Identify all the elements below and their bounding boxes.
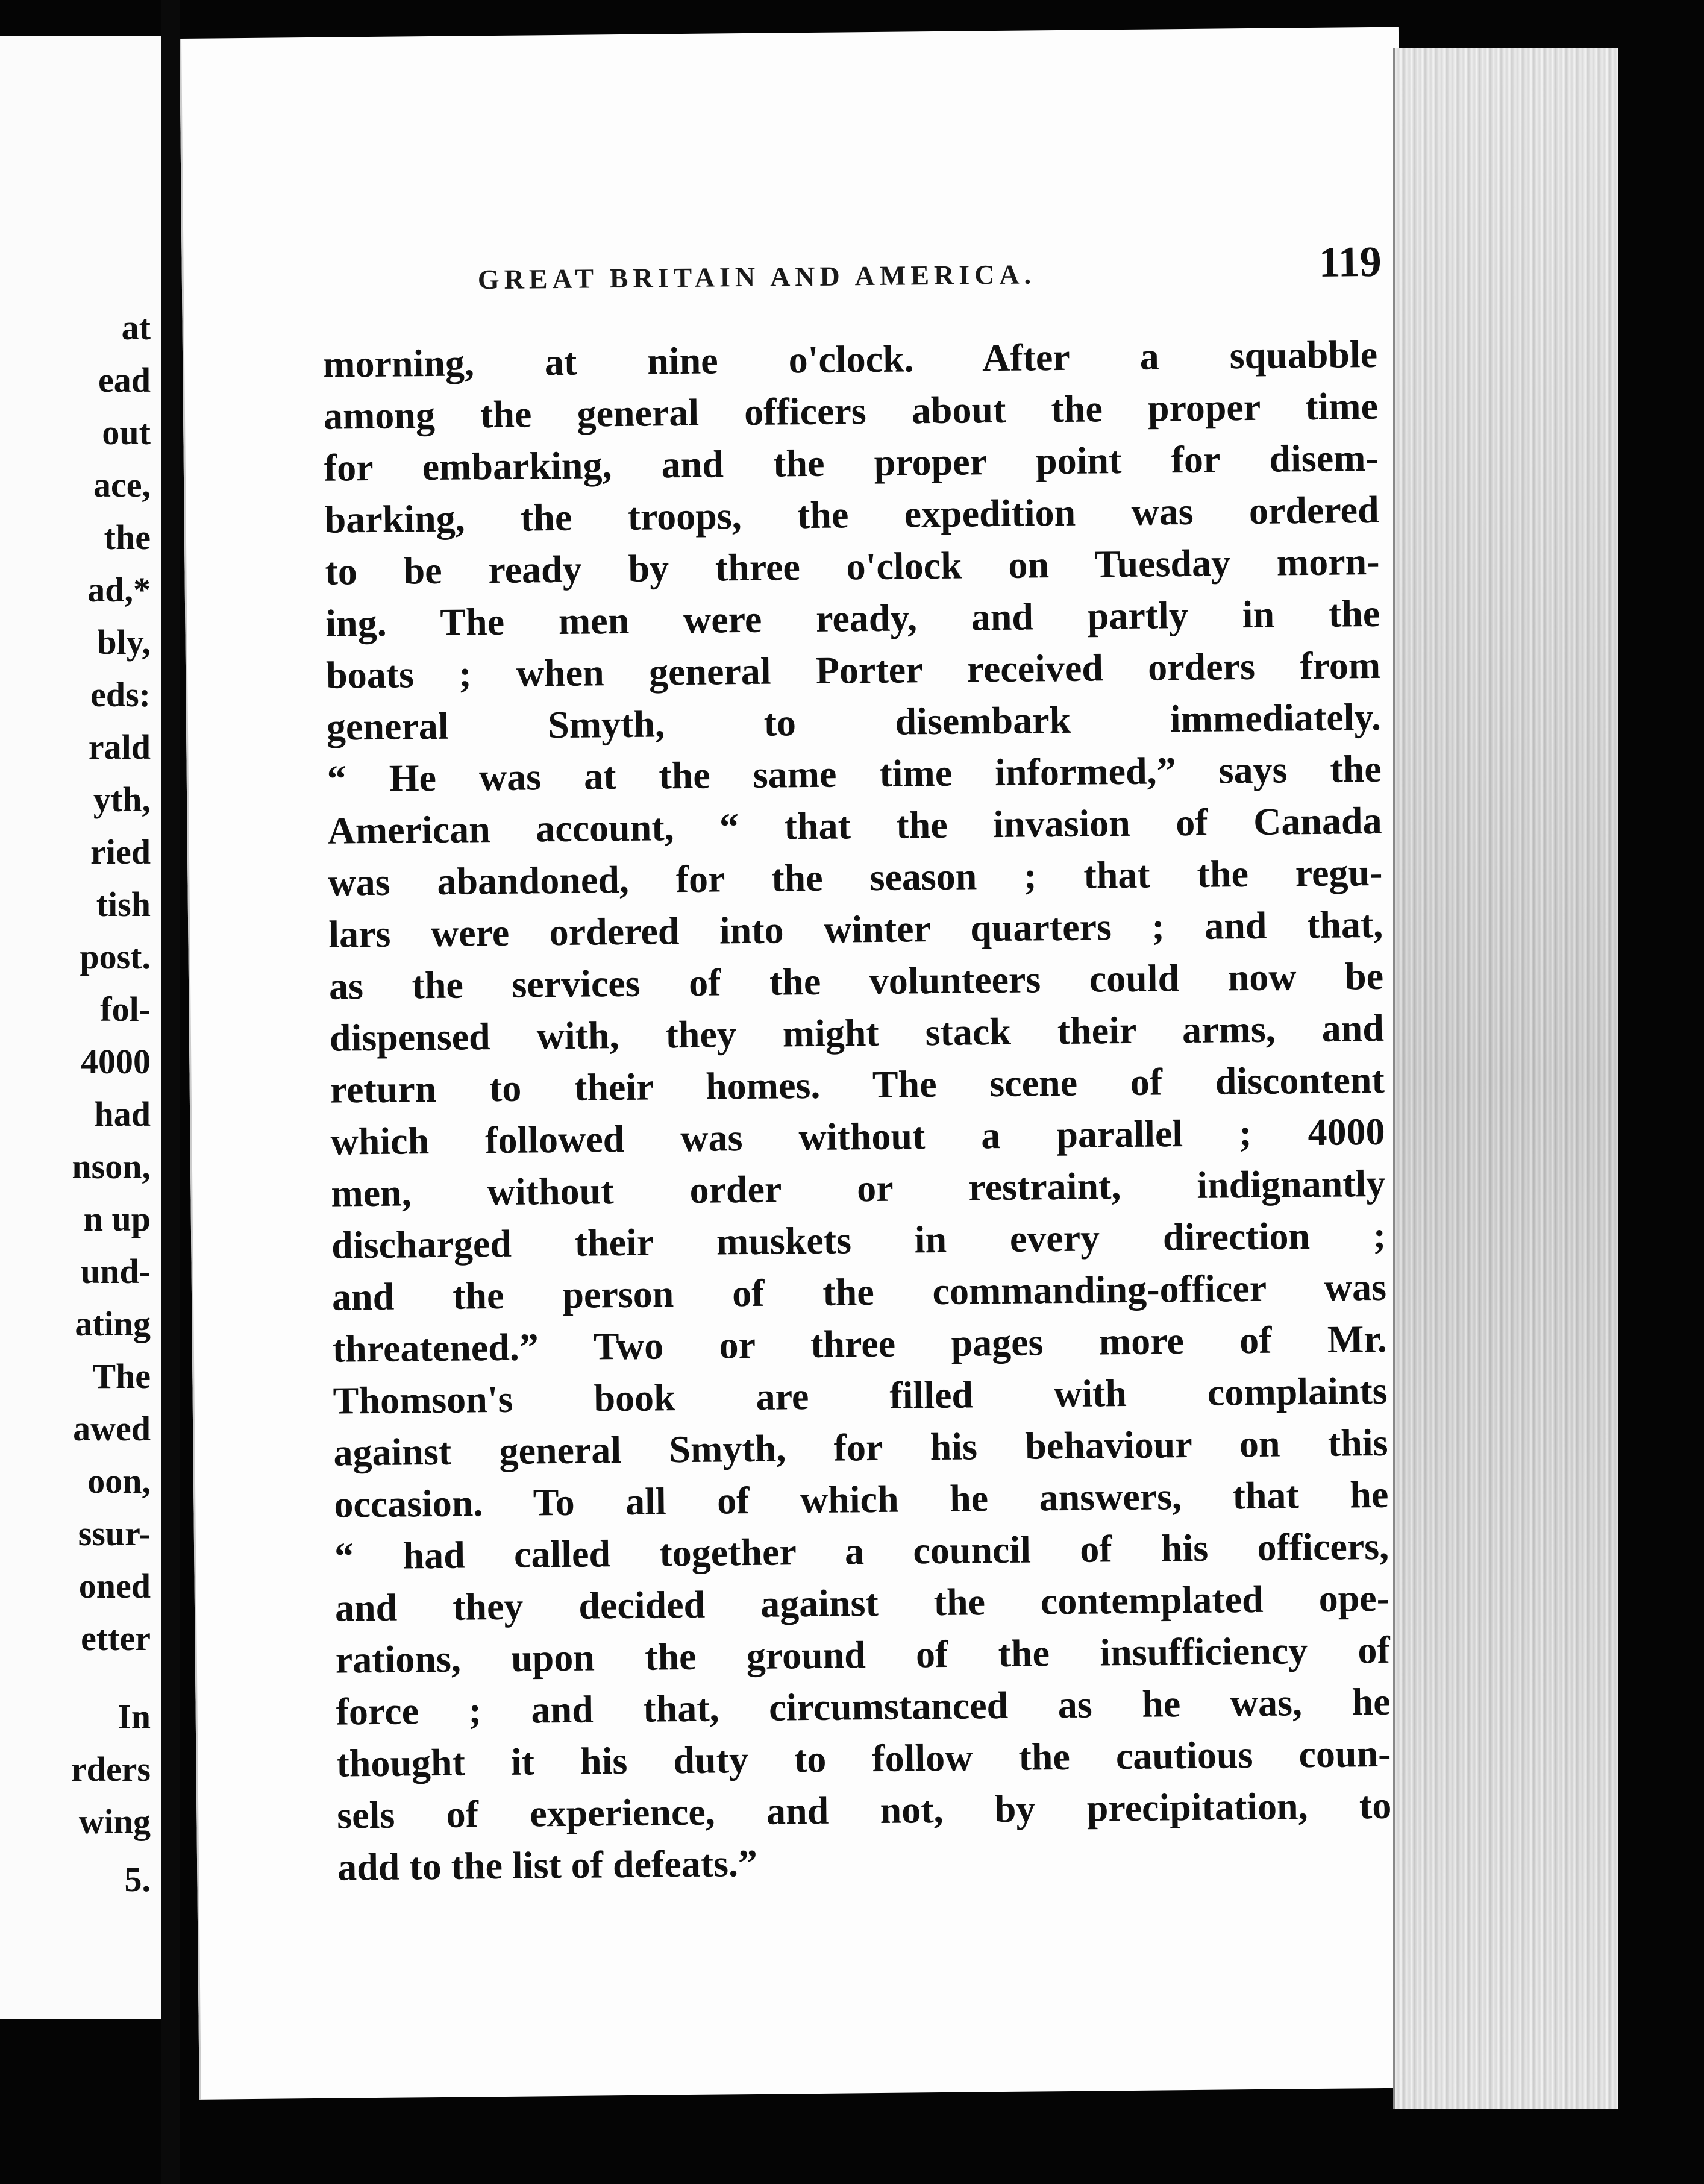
text-line: among the general officers about the proper time (323, 384, 1379, 438)
left-page-line: ating (75, 1304, 151, 1343)
left-page-line: eds: (90, 675, 151, 714)
text-line: force ; and that, circumstanced as he was, he (336, 1680, 1391, 1733)
left-page-line: awed (73, 1409, 151, 1448)
left-page-line: etter (81, 1619, 151, 1658)
left-page-line: had (94, 1094, 151, 1134)
left-page-line: out (102, 413, 151, 452)
text-line: occasion. To all of which he answers, that he (334, 1472, 1389, 1526)
text-line: to be ready by three o'clock on Tuesday morn- (325, 539, 1380, 593)
left-page-line: oned (78, 1566, 151, 1605)
running-title: GREAT BRITAIN AND AMERICA. (477, 259, 1036, 295)
text-line: against general Smyth, for his behaviour on this (333, 1420, 1388, 1474)
book-page (180, 27, 1418, 2100)
text-line: men, without order or restraint, indignantly (331, 1161, 1386, 1215)
text-line: morning, at nine o'clock. After a squabble (322, 332, 1378, 386)
page-number: 119 (1318, 237, 1382, 286)
left-page-line: rald (88, 727, 151, 767)
left-page-line: 5. (124, 1860, 151, 1899)
text-line: and the person of the commanding-officer was (331, 1265, 1387, 1319)
text-line: sels of experience, and not, by precipitation, to (336, 1783, 1392, 1837)
left-page-line: ssur- (78, 1514, 151, 1553)
left-page-line: The (92, 1357, 151, 1396)
left-page-line: ead (98, 360, 151, 400)
text-line: and they decided against the contemplated ope- (334, 1576, 1390, 1630)
left-page-line: rders (70, 1749, 151, 1789)
text-line: general Smyth, to disembark immediately. (326, 695, 1382, 748)
left-page-line: n up (83, 1199, 151, 1238)
left-page-line: bly, (97, 623, 151, 662)
page-header (477, 237, 1382, 300)
left-page-line: oon, (87, 1461, 151, 1501)
text-line: American account, “ that the invasion of Canada (327, 799, 1382, 852)
left-page-line: at (121, 308, 151, 347)
text-line: dispensed with, they might stack their arms, and (329, 1006, 1385, 1059)
left-page-line: post. (80, 937, 151, 976)
text-line: return to their homes. The scene of discontent (330, 1058, 1385, 1111)
text-line: which followed was without a parallel ; 4000 (330, 1109, 1385, 1163)
text-line: Thomson's book are filled with complaints (333, 1369, 1388, 1422)
text-line: lars were ordered into winter quarters ; and that, (328, 902, 1383, 956)
body-text (323, 328, 1392, 1894)
text-line: “ He was at the same time informed,” says the (327, 747, 1382, 800)
text-line: thought it his duty to follow the cautious coun- (336, 1731, 1391, 1785)
previous-page-fragment (0, 36, 165, 2019)
left-page-line: 4000 (81, 1042, 151, 1081)
book-gutter (161, 0, 180, 2184)
left-page-line: yth, (93, 780, 151, 819)
left-page-line: fol- (100, 990, 151, 1029)
left-page-line: und- (80, 1252, 151, 1291)
left-page-line: ried (90, 832, 151, 871)
text-line: discharged their muskets in every direction ; (331, 1213, 1386, 1267)
left-page-line: tish (96, 885, 151, 924)
text-line: threatened.” Two or three pages more of Mr. (332, 1317, 1388, 1370)
left-page-line: the (104, 518, 151, 557)
text-line: boats ; when general Porter received orders from (325, 643, 1381, 697)
text-line: barking, the troops, the expedition was ordered (324, 488, 1379, 541)
text-line: for embarking, and the proper point for disem- (324, 436, 1379, 489)
text-line: “ had called together a council of his officers, (334, 1524, 1389, 1578)
text-line: add to the list of defeats.” (337, 1841, 758, 1889)
left-page-line: nson, (72, 1147, 151, 1186)
text-line: ing. The men were ready, and partly in the (325, 591, 1380, 645)
text-line: as the services of the volunteers could now be (328, 954, 1384, 1008)
left-page-line: ace, (93, 465, 151, 504)
left-page-line: In (117, 1697, 151, 1736)
left-page-line: ad,* (87, 570, 151, 609)
page-edges (1393, 48, 1618, 2109)
text-line: was abandoned, for the season ; that the regu- (328, 850, 1383, 904)
left-page-line: wing (78, 1802, 151, 1841)
text-line: rations, upon the ground of the insufficiency of (335, 1628, 1391, 1681)
